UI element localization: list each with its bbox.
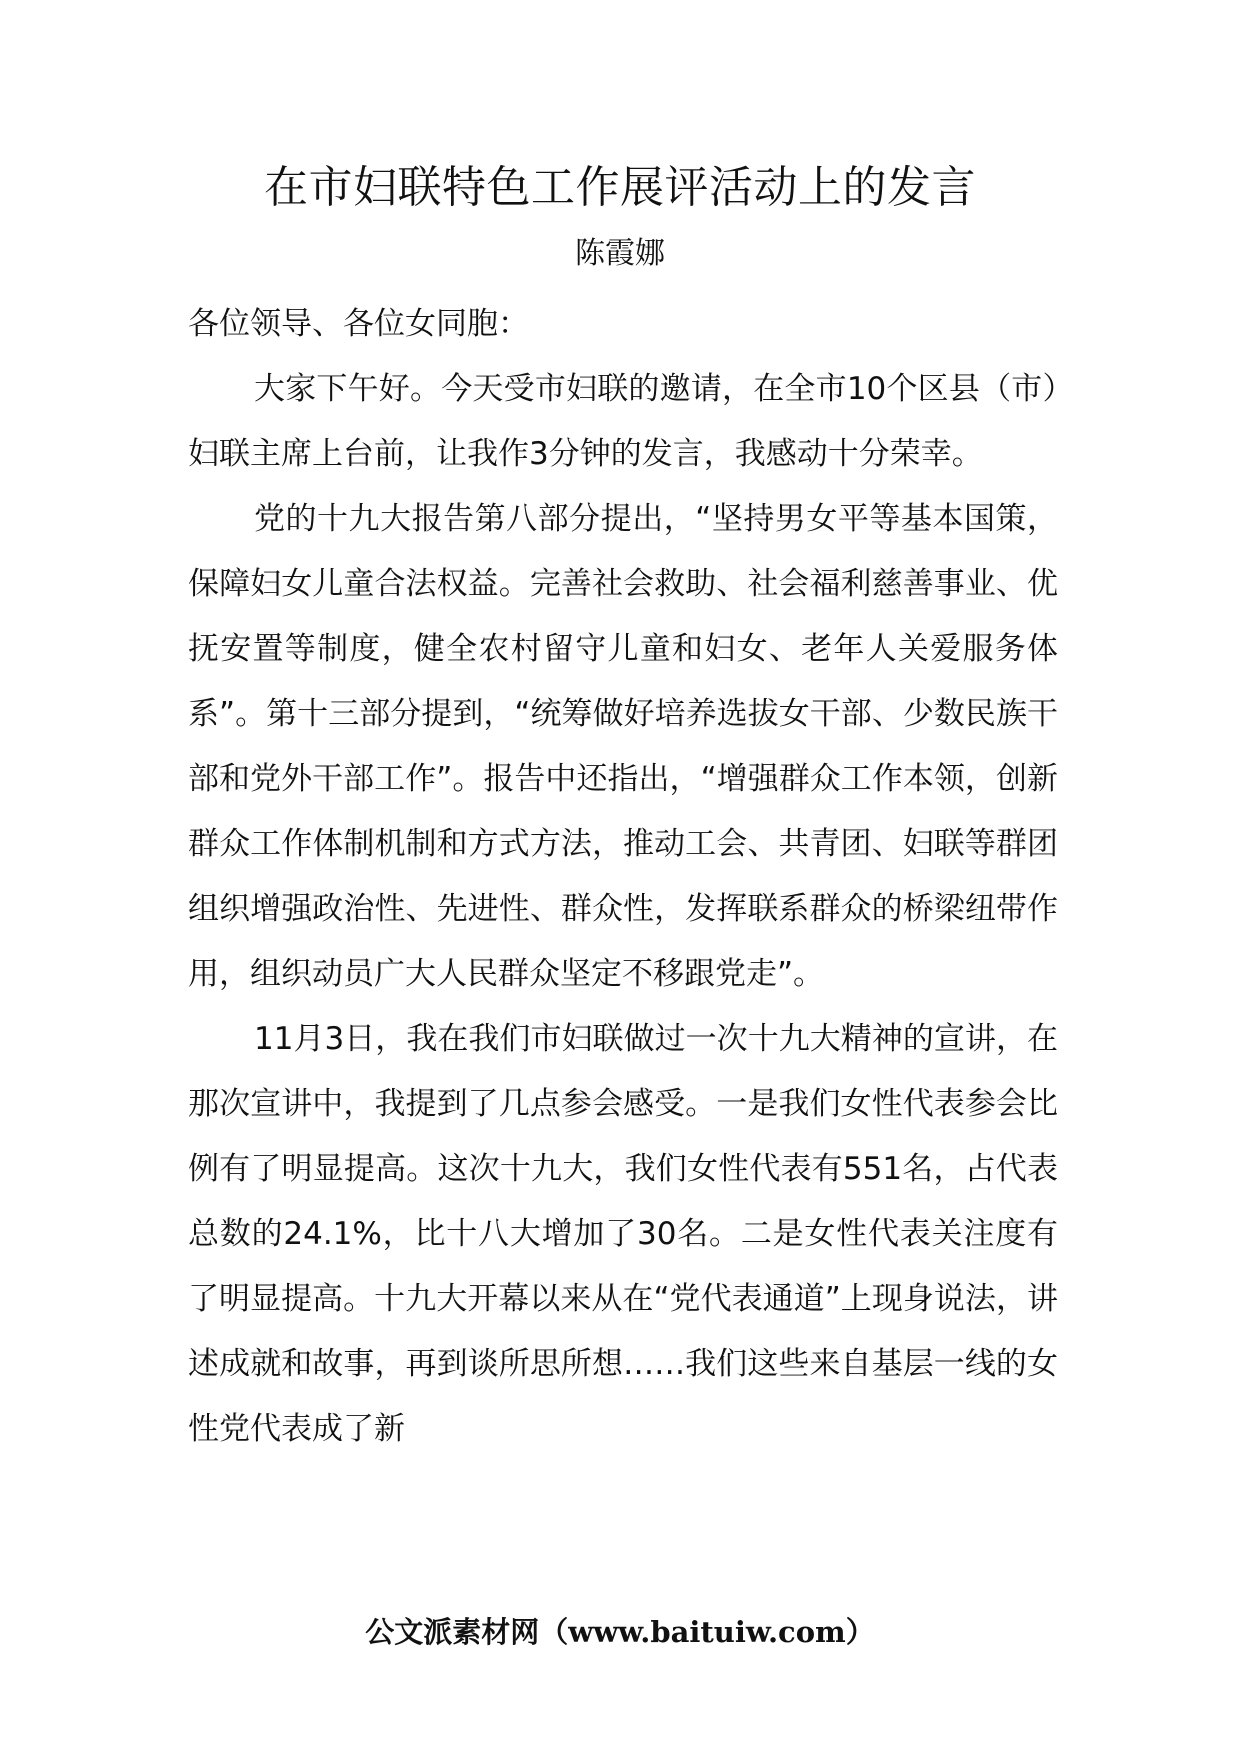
footer-watermark: 公文派素材网（www.baituiw.com）: [365, 1615, 875, 1649]
paragraph: 11月3日，我在我们市妇联做过一次十九大精神的宣讲，在那次宣讲中，我提到了几点参会感受。一是我们女性代表参会比例有了明显提高。这次十九大，我们女性代表有551名，占代表总数的24.1%，比十八大增加了30名。二是女性代表关注度有了明显提高。十九大开幕以来从在“党代表通道”上现身说法，讲述成就和故事，再到谈所思所想……我们这些来自基层一线的女性党代表成了新: [188, 1021, 1058, 1447]
document-body: [188, 292, 1058, 1462]
salutation: 各位领导、各位女同胞：: [188, 306, 529, 342]
document-title: 在市妇联特色工作展评活动上的发言: [264, 162, 976, 213]
document-author: 陈霞娜: [575, 236, 665, 271]
paragraph: 党的十九大报告第八部分提出，“坚持男女平等基本国策，保障妇女儿童合法权益。完善社会救助、社会福利慈善事业、优抚安置等制度，健全农村留守儿童和妇女、老年人关爱服务体系”。第十三部分提到，“统筹做好培养选拔女干部、少数民族干部和党外干部工作”。报告中还指出，“增强群众工作本领，创新群众工作体制机制和方式方法，推动工会、共青团、妇联等群团组织增强政治性、先进性、群众性，发挥联系群众的桥梁纽带作用，组织动员广大人民群众坚定不移跟党走”。: [188, 501, 1058, 992]
paragraph: 大家下午好。今天受市妇联的邀请，在全市10个区县（市）妇联主席上台前，让我作3分钟的发言，我感动十分荣幸。: [188, 371, 1058, 472]
